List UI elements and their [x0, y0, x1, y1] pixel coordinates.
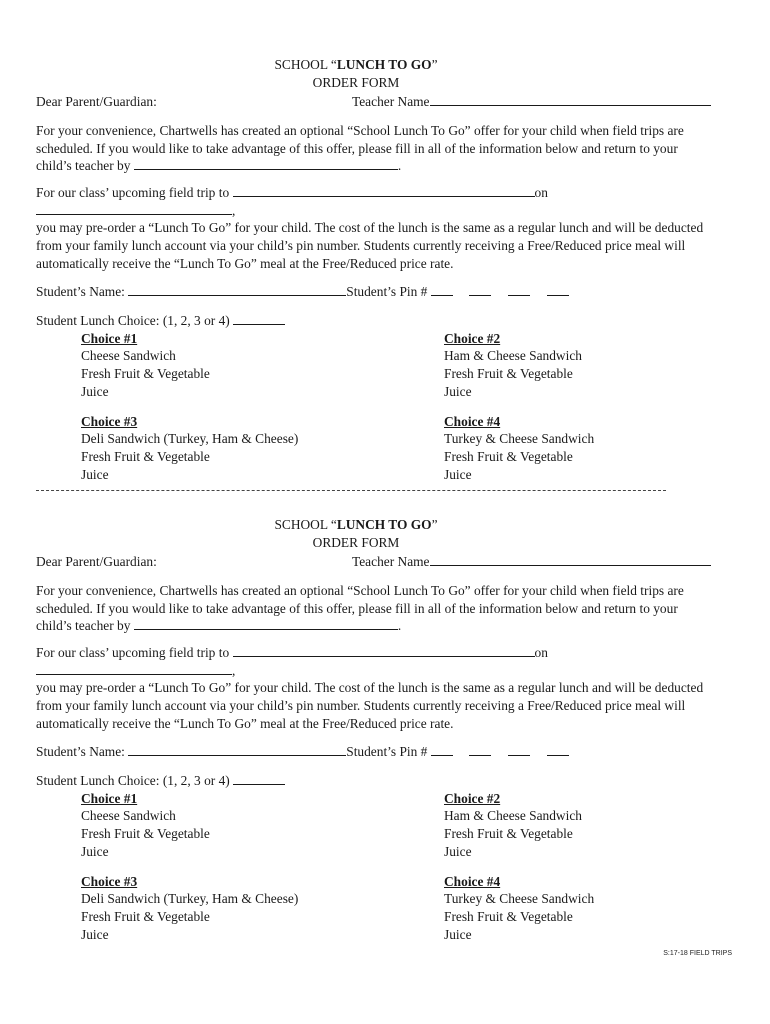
choice-2-item: Juice: [444, 384, 472, 399]
para1-line2: scheduled. If you would like to take advantage of this offer, please fill in all of the information below and return to your: [36, 601, 678, 616]
pin-digit-4[interactable]: [547, 283, 569, 296]
student-pin-label: Student’s Pin #: [346, 744, 428, 759]
teacher-name-blank[interactable]: [430, 93, 711, 106]
period: .: [397, 158, 402, 173]
on-label: on: [534, 645, 548, 660]
para2-line3: automatically receive the “Lunch To Go” meal at the Free/Reduced price rate.: [36, 256, 454, 271]
student-info-line: [36, 283, 569, 301]
choice-3-item: Deli Sandwich (Turkey, Ham & Cheese): [81, 891, 299, 906]
return-date-blank[interactable]: [134, 617, 398, 630]
choice-1-item: Juice: [81, 384, 109, 399]
lunch-choice-line: [36, 312, 285, 330]
on-label: on: [534, 185, 548, 200]
choice-3-item: Fresh Fruit & Vegetable: [81, 909, 210, 924]
student-name-blank[interactable]: [128, 283, 346, 296]
choice-3-item: Deli Sandwich (Turkey, Ham & Cheese): [81, 431, 299, 446]
lunch-choice-label: Student Lunch Choice: (1, 2, 3 or 4): [36, 773, 230, 788]
trip-date-blank[interactable]: [36, 202, 232, 215]
student-name-label: Student’s Name:: [36, 744, 125, 759]
greeting: Dear Parent/Guardian:: [36, 94, 157, 109]
para2-line1: you may pre-order a “Lunch To Go” for your child. The cost of the lunch is the same as a regular lunch and will be deducted: [36, 680, 704, 695]
field-trip-line: [36, 644, 548, 662]
trip-date-line: [36, 662, 235, 680]
choice-2-item: Fresh Fruit & Vegetable: [444, 826, 573, 841]
choice-3-title: Choice #3: [81, 874, 138, 889]
teacher-by-label: child’s teacher by: [36, 158, 131, 173]
choice-2-item: Ham & Cheese Sandwich: [444, 808, 582, 823]
field-trip-label: For our class’ upcoming field trip to: [36, 185, 230, 200]
choice-2-item: Fresh Fruit & Vegetable: [444, 366, 573, 381]
choice-3-title: Choice #3: [81, 414, 138, 429]
pin-digit-1[interactable]: [431, 743, 453, 756]
pin-digit-1[interactable]: [431, 283, 453, 296]
choice-1-title: Choice #1: [81, 791, 138, 806]
choice-1-item: Fresh Fruit & Vegetable: [81, 826, 210, 841]
student-info-line: [36, 743, 569, 761]
choice-2-title: Choice #2: [444, 331, 501, 346]
field-trip-blank[interactable]: [233, 184, 535, 197]
trip-date-blank[interactable]: [36, 662, 232, 675]
teacher-name-blank[interactable]: [430, 553, 711, 566]
title-bold: LUNCH TO GO: [336, 517, 432, 532]
field-trip-line: [36, 184, 548, 202]
para1-line3: [36, 617, 401, 635]
form-title: [6, 56, 706, 74]
student-name-label: Student’s Name:: [36, 284, 125, 299]
title-prefix: SCHOOL “: [274, 57, 337, 72]
choice-1-item: Cheese Sandwich: [81, 348, 176, 363]
choice-4-item: Fresh Fruit & Vegetable: [444, 909, 573, 924]
title-suffix: ”: [431, 57, 438, 72]
form-title: [6, 516, 706, 534]
field-trip-blank[interactable]: [233, 644, 535, 657]
choice-4-item: Fresh Fruit & Vegetable: [444, 449, 573, 464]
choice-3-item: Juice: [81, 927, 109, 942]
pin-digit-3[interactable]: [508, 743, 530, 756]
choice-2-title: Choice #2: [444, 791, 501, 806]
choice-4-title: Choice #4: [444, 414, 501, 429]
teacher-name-field[interactable]: [352, 553, 711, 571]
para1-line1: For your convenience, Chartwells has created an optional “School Lunch To Go” offer for your child when field trips are: [36, 123, 684, 138]
teacher-name-label: Teacher Name: [352, 554, 430, 569]
pin-digit-2[interactable]: [469, 743, 491, 756]
title-prefix: SCHOOL “: [274, 517, 337, 532]
student-pin-label: Student’s Pin #: [346, 284, 428, 299]
choice-2-item: Juice: [444, 844, 472, 859]
comma: ,: [232, 663, 236, 678]
trip-date-line: [36, 202, 235, 220]
teacher-name-field[interactable]: [352, 93, 711, 111]
lunch-choice-blank[interactable]: [233, 312, 285, 325]
para1-line1: For your convenience, Chartwells has created an optional “School Lunch To Go” offer for your child when field trips are: [36, 583, 684, 598]
lunch-choice-blank[interactable]: [233, 772, 285, 785]
choice-4-item: Juice: [444, 467, 472, 482]
choice-3-item: Juice: [81, 467, 109, 482]
choice-4-item: Juice: [444, 927, 472, 942]
teacher-by-label: child’s teacher by: [36, 618, 131, 633]
title-suffix: ”: [431, 517, 438, 532]
choice-3-item: Fresh Fruit & Vegetable: [81, 449, 210, 464]
title-bold: LUNCH TO GO: [336, 57, 432, 72]
para2-line3: automatically receive the “Lunch To Go” meal at the Free/Reduced price rate.: [36, 716, 454, 731]
comma: ,: [232, 203, 236, 218]
lunch-choice-label: Student Lunch Choice: (1, 2, 3 or 4): [36, 313, 230, 328]
para2-line2: from your family lunch account via your child’s pin number. Students currently receiving a Free/Reduced price meal will: [36, 238, 686, 253]
period: .: [397, 618, 402, 633]
cut-line-divider: [36, 490, 666, 491]
choice-4-item: Turkey & Cheese Sandwich: [444, 891, 595, 906]
para2-line1: you may pre-order a “Lunch To Go” for your child. The cost of the lunch is the same as a regular lunch and will be deducted: [36, 220, 704, 235]
footer-code: S:17-18 FIELD TRIPS: [663, 950, 732, 957]
lunch-choice-line: [36, 772, 285, 790]
choice-2-item: Ham & Cheese Sandwich: [444, 348, 582, 363]
teacher-name-label: Teacher Name: [352, 94, 430, 109]
choice-4-title: Choice #4: [444, 874, 501, 889]
return-date-blank[interactable]: [134, 157, 398, 170]
form-subtitle: ORDER FORM: [312, 75, 400, 90]
field-trip-label: For our class’ upcoming field trip to: [36, 645, 230, 660]
pin-digit-4[interactable]: [547, 743, 569, 756]
choice-1-item: Fresh Fruit & Vegetable: [81, 366, 210, 381]
pin-digit-2[interactable]: [469, 283, 491, 296]
pin-digit-3[interactable]: [508, 283, 530, 296]
choice-4-item: Turkey & Cheese Sandwich: [444, 431, 595, 446]
form-subtitle: ORDER FORM: [312, 535, 400, 550]
student-name-blank[interactable]: [128, 743, 346, 756]
choice-1-item: Cheese Sandwich: [81, 808, 176, 823]
choice-1-title: Choice #1: [81, 331, 138, 346]
para2-line2: from your family lunch account via your child’s pin number. Students currently receiving a Free/Reduced price meal will: [36, 698, 686, 713]
para1-line3: [36, 157, 401, 175]
para1-line2: scheduled. If you would like to take advantage of this offer, please fill in all of the information below and return to your: [36, 141, 678, 156]
choice-1-item: Juice: [81, 844, 109, 859]
greeting: Dear Parent/Guardian:: [36, 554, 157, 569]
